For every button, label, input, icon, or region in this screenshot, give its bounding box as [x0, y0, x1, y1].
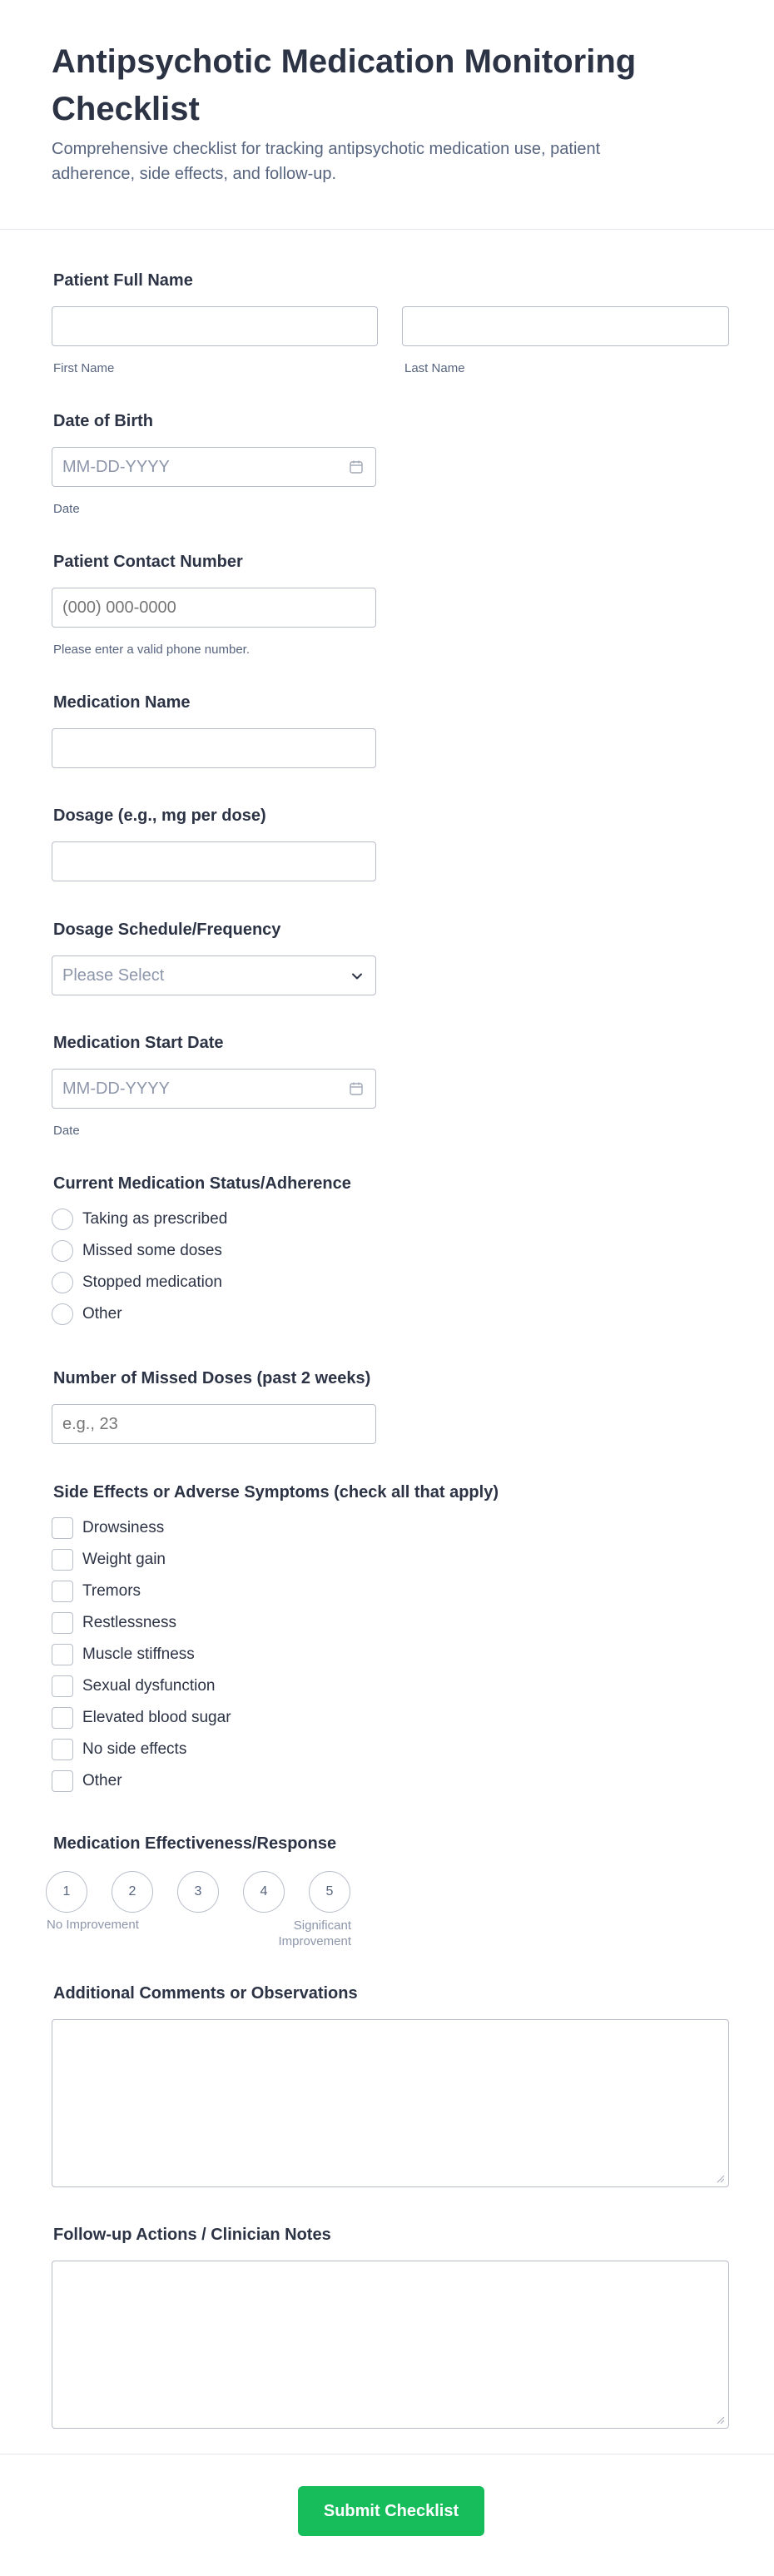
side-effect-option[interactable]	[52, 1516, 468, 1541]
dosage-field	[0, 807, 774, 890]
followup-label: Follow-up Actions / Clinician Notes	[53, 2226, 331, 2244]
radio-button[interactable]	[52, 1303, 73, 1325]
radio-button[interactable]	[52, 1240, 73, 1262]
checkbox[interactable]	[52, 1770, 73, 1792]
side-effect-label: No side effects	[82, 1740, 187, 1758]
dosage-label: Dosage (e.g., mg per dose)	[53, 807, 266, 825]
rating-option-5[interactable]: 5	[309, 1871, 350, 1913]
rating-option-2[interactable]: 2	[112, 1871, 153, 1913]
dob-input[interactable]	[52, 447, 376, 487]
checkbox[interactable]	[52, 1644, 73, 1665]
form-subtitle: Comprehensive checklist for tracking antipsychotic medication use, patient adherence, side effects, and follow-up.	[52, 140, 601, 183]
status-option[interactable]	[52, 1270, 468, 1295]
checkbox[interactable]	[52, 1612, 73, 1634]
side-effect-label: Sexual dysfunction	[82, 1677, 216, 1695]
side-effect-label: Drowsiness	[82, 1519, 165, 1536]
side-effect-option[interactable]	[52, 1579, 468, 1604]
schedule-select[interactable]	[52, 955, 376, 995]
chevron-down-icon	[350, 970, 364, 983]
side-effect-label: Weight gain	[82, 1551, 166, 1568]
last-name-sublabel: Last Name	[404, 361, 465, 375]
checkbox[interactable]	[52, 1549, 73, 1571]
resize-handle-icon[interactable]	[715, 2415, 725, 2425]
schedule-selected: Please Select	[62, 966, 165, 985]
status-option[interactable]	[52, 1238, 468, 1263]
status-option[interactable]	[52, 1302, 468, 1327]
start-date-field	[0, 1034, 774, 1142]
schedule-field	[0, 921, 774, 1004]
status-option[interactable]	[52, 1207, 468, 1232]
radio-button[interactable]	[52, 1209, 73, 1230]
comments-label: Additional Comments or Observations	[53, 1984, 358, 2003]
contact-field	[0, 553, 774, 661]
side-effect-label: Elevated blood sugar	[82, 1709, 231, 1726]
side-effect-option[interactable]	[52, 1705, 468, 1730]
checkbox[interactable]	[52, 1675, 73, 1697]
status-option-label: Stopped medication	[82, 1273, 222, 1291]
status-field	[0, 1174, 774, 1341]
dob-field	[0, 412, 774, 520]
side-effect-option[interactable]	[52, 1642, 468, 1667]
form-footer	[0, 2454, 774, 2576]
side-effect-option[interactable]	[52, 1674, 468, 1699]
dob-label: Date of Birth	[53, 412, 153, 430]
form-title: Antipsychotic Medication Monitoring Checklist	[52, 43, 637, 127]
missed-doses-label: Number of Missed Doses (past 2 weeks)	[53, 1369, 371, 1387]
medication-name-input[interactable]	[52, 728, 376, 768]
comments-field	[0, 1984, 774, 2192]
dob-sublabel: Date	[53, 502, 80, 516]
checkbox[interactable]	[52, 1739, 73, 1760]
patient-name-label: Patient Full Name	[53, 271, 193, 290]
medication-name-label: Medication Name	[53, 693, 191, 712]
scale-low-label: No Improvement	[47, 1918, 139, 1932]
status-label: Current Medication Status/Adherence	[53, 1174, 351, 1193]
followup-textarea[interactable]	[52, 2261, 729, 2429]
resize-handle-icon[interactable]	[715, 2173, 725, 2183]
rating-option-3[interactable]: 3	[177, 1871, 219, 1913]
comments-textarea[interactable]	[52, 2019, 729, 2187]
first-name-input[interactable]	[52, 306, 378, 346]
dosage-input[interactable]	[52, 841, 376, 881]
side-effects-label: Side Effects or Adverse Symptoms (check all that apply)	[53, 1483, 499, 1501]
first-name-sublabel: First Name	[53, 361, 115, 375]
missed-doses-input[interactable]	[52, 1404, 376, 1444]
checkbox[interactable]	[52, 1707, 73, 1729]
contact-label: Patient Contact Number	[53, 553, 243, 571]
side-effect-label: Tremors	[82, 1582, 141, 1600]
start-date-sublabel: Date	[53, 1124, 80, 1138]
side-effect-option[interactable]	[52, 1611, 468, 1635]
calendar-icon[interactable]	[349, 459, 364, 474]
radio-button[interactable]	[52, 1272, 73, 1293]
status-option-label: Missed some doses	[82, 1242, 222, 1259]
status-option-label: Taking as prescribed	[82, 1210, 228, 1228]
calendar-icon[interactable]	[349, 1081, 364, 1096]
side-effect-label: Other	[82, 1772, 122, 1789]
side-effect-label: Muscle stiffness	[82, 1645, 195, 1663]
followup-field	[0, 2226, 774, 2434]
form-header	[0, 0, 774, 230]
phone-input[interactable]	[52, 588, 376, 628]
status-option-label: Other	[82, 1305, 122, 1323]
submit-button[interactable]: Submit Checklist	[298, 2486, 484, 2536]
checkbox[interactable]	[52, 1517, 73, 1539]
start-date-label: Medication Start Date	[53, 1034, 224, 1052]
side-effect-option[interactable]	[52, 1547, 468, 1572]
dob-placeholder: MM-DD-YYYY	[62, 458, 170, 476]
last-name-input[interactable]	[402, 306, 729, 346]
schedule-label: Dosage Schedule/Frequency	[53, 921, 281, 939]
side-effects-field	[0, 1483, 774, 1799]
start-date-placeholder: MM-DD-YYYY	[62, 1080, 170, 1098]
rating-option-4[interactable]: 4	[243, 1871, 285, 1913]
scale-high-label: Significant Improvement	[278, 1918, 351, 1948]
rating-scale	[0, 1871, 774, 1913]
patient-name-field	[0, 271, 774, 380]
rating-option-1[interactable]: 1	[46, 1871, 87, 1913]
checkbox[interactable]	[52, 1581, 73, 1602]
medication-name-field	[0, 693, 774, 777]
side-effect-option[interactable]	[52, 1737, 468, 1762]
side-effect-option[interactable]	[52, 1769, 468, 1794]
missed-doses-field	[0, 1369, 774, 1452]
effectiveness-field	[0, 1834, 774, 1959]
phone-sublabel: Please enter a valid phone number.	[53, 643, 250, 657]
side-effect-label: Restlessness	[82, 1614, 176, 1631]
effectiveness-label: Medication Effectiveness/Response	[53, 1834, 337, 1853]
start-date-input[interactable]	[52, 1069, 376, 1109]
